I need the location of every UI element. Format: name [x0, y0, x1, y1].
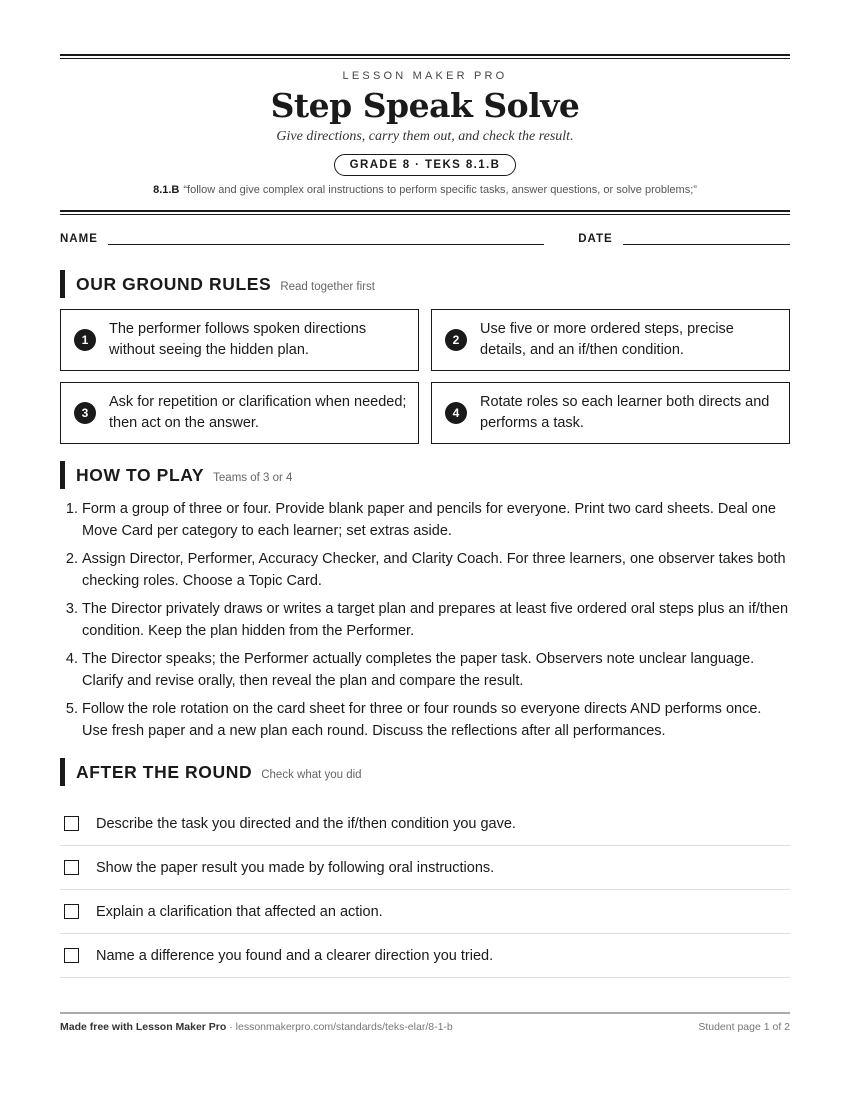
after-round-heading — [60, 758, 790, 786]
step-item: 3. The Director privately draws or writes a target plan and prepares at least five ordered oral steps plus an if/then condition. Keep the plan hidden from the Performer. — [82, 599, 790, 642]
rule-number-badge: 3 — [74, 402, 96, 424]
ground-rule-card — [431, 309, 790, 371]
grade-badge-wrap — [60, 154, 790, 176]
top-double-rule — [60, 54, 790, 59]
checklist-text: Describe the task you directed and the if/then condition you gave. — [96, 815, 516, 832]
rule-text: Use five or more ordered steps, precise details, and an if/then condition. — [480, 321, 734, 358]
checkbox[interactable] — [64, 948, 79, 963]
checkbox[interactable] — [64, 816, 79, 831]
section-title: HOW TO PLAY — [76, 465, 205, 485]
step-item: 4. The Director speaks; the Performer actually completes the paper task. Observers note unclear language. Clarify and revise orally, then reveal the plan and compare the result. — [82, 649, 790, 692]
rule-text: Ask for repetition or clarification when needed; then act on the answer. — [109, 394, 407, 431]
name-field[interactable] — [108, 234, 544, 245]
footer-page-number: Student page 1 of 2 — [698, 1021, 790, 1033]
header-double-rule — [60, 210, 790, 215]
checklist-text: Explain a clarification that affected an action. — [96, 903, 383, 920]
ground-rules-heading — [60, 270, 790, 298]
how-to-play-heading — [60, 461, 790, 489]
name-date-row — [60, 233, 790, 245]
section-subtitle: Teams of 3 or 4 — [213, 472, 293, 484]
footer-made-with: Made free with Lesson Maker Pro — [60, 1021, 227, 1033]
brand-name: LESSON MAKER PRO — [342, 70, 508, 82]
footer-separator: · — [226, 1021, 236, 1033]
footer-credit — [60, 1021, 453, 1033]
ground-rule-card — [60, 382, 419, 444]
standard-code: 8.1.B — [153, 184, 180, 196]
grade-badge: GRADE 8 · TEKS 8.1.B — [334, 154, 517, 176]
page-subtitle: Give directions, carry them out, and check the result. — [276, 129, 574, 144]
name-label: NAME — [60, 233, 98, 245]
rule-text: Rotate roles so each learner both directs and performs a task. — [480, 394, 770, 431]
checklist-item — [60, 846, 790, 890]
footer-url[interactable]: lessonmakerpro.com/standards/teks-elar/8-1-b — [235, 1021, 453, 1033]
checkbox[interactable] — [64, 860, 79, 875]
after-round-checklist — [60, 802, 790, 978]
worksheet-page — [60, 54, 790, 978]
rule-text: The performer follows spoken directions without seeing the hidden plan. — [109, 321, 367, 358]
section-subtitle: Read together first — [280, 281, 375, 293]
ground-rules-grid — [60, 309, 790, 444]
checkbox[interactable] — [64, 904, 79, 919]
section-title: OUR GROUND RULES — [76, 274, 272, 294]
section-title: AFTER THE ROUND — [76, 762, 253, 782]
date-label: DATE — [578, 233, 613, 245]
page-footer — [60, 1012, 790, 1033]
standard-text: “follow and give complex oral instructions to perform specific tasks, answer questions, or solve problems;” — [183, 184, 697, 196]
ground-rule-card — [431, 382, 790, 444]
step-item: 2. Assign Director, Performer, Accuracy Checker, and Clarity Coach. For three learners, one observer takes both checking roles. Choose a Topic Card. — [82, 549, 790, 592]
standard-line — [60, 184, 790, 196]
step-item: 5. Follow the role rotation on the card sheet for three or four rounds so everyone directs AND performs once. Use fresh paper and a new plan each round. Discuss the reflections after all performances. — [82, 699, 790, 742]
rule-number-badge: 1 — [74, 329, 96, 351]
checklist-item — [60, 890, 790, 934]
checklist-text: Name a difference you found and a clearer direction you tried. — [96, 947, 494, 964]
checklist-item — [60, 802, 790, 846]
checklist-item — [60, 934, 790, 978]
step-item: 1. Form a group of three or four. Provide blank paper and pencils for everyone. Print two card sheets. Deal one Move Card per category to each learner; set extras aside. — [82, 499, 790, 542]
checklist-text: Show the paper result you made by following oral instructions. — [96, 859, 495, 876]
rule-number-badge: 2 — [445, 329, 467, 351]
section-subtitle: Check what you did — [261, 769, 362, 781]
page-title: Step Speak Solve — [270, 86, 580, 125]
date-field[interactable] — [623, 234, 790, 245]
how-to-play-steps — [60, 499, 790, 742]
ground-rule-card — [60, 309, 419, 371]
rule-number-badge: 4 — [445, 402, 467, 424]
